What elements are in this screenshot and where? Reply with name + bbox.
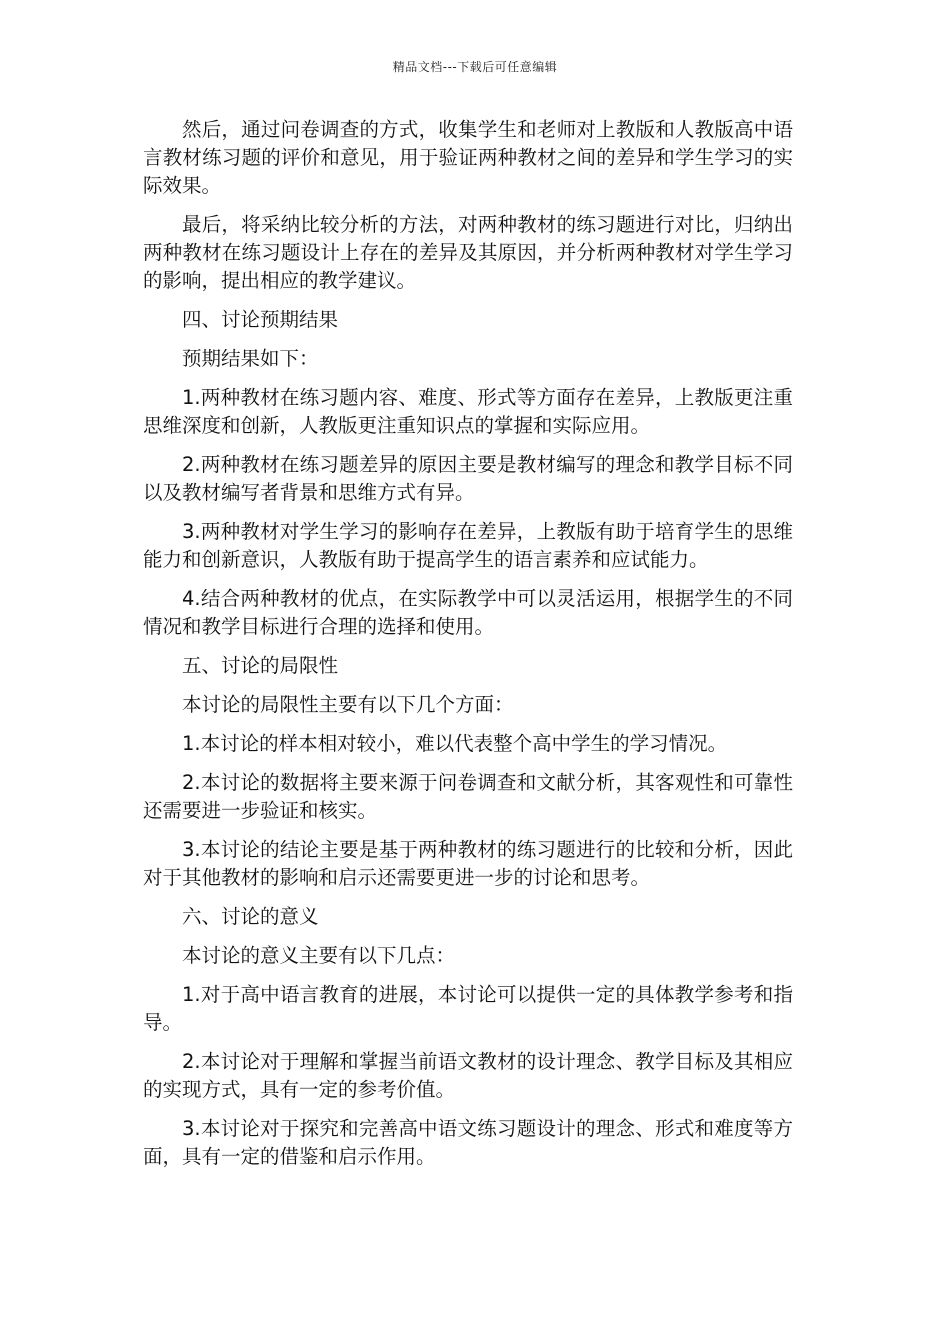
paragraph-method-comparison: 最后，将采纳比较分析的方法，对两种教材的练习题进行对比，归纳出两种教材在练习题设计上存在的差异及其原因，并分析两种教材对学生学习的影响，提出相应的教学建议。 xyxy=(143,213,793,292)
list-item-significance-2: 2.本讨论对于理解和掌握当前语文教材的设计理念、教学目标及其相应的实现方式，具有一定的参考价值。 xyxy=(143,1050,793,1101)
section-heading-significance: 六、讨论的意义 xyxy=(182,905,319,928)
list-item-significance-1: 1.对于高中语言教育的进展，本讨论可以提供一定的具体教学参考和指导。 xyxy=(143,983,793,1034)
list-item-significance-3: 3.本讨论对于探究和完善高中语文练习题设计的理念、形式和难度等方面，具有一定的借鉴和启示作用。 xyxy=(143,1117,793,1168)
section-heading-limitations: 五、讨论的局限性 xyxy=(182,654,339,677)
list-item-limitation-1: 1.本讨论的样本相对较小，难以代表整个高中学生的学习情况。 xyxy=(182,732,728,755)
list-item-limitation-3: 3.本讨论的结论主要是基于两种教材的练习题进行的比较和分析，因此对于其他教材的影响和启示还需要更进一步的讨论和思考。 xyxy=(143,838,793,889)
list-item-expected-1: 1.两种教材在练习题内容、难度、形式等方面存在差异，上教版更注重思维深度和创新，人教版更注重知识点的掌握和实际应用。 xyxy=(143,386,793,437)
list-item-expected-2: 2.两种教材在练习题差异的原因主要是教材编写的理念和教学目标不同以及教材编写者背景和思维方式有异。 xyxy=(143,453,793,504)
page-header: 精品文档---下载后可任意编辑 xyxy=(392,60,558,74)
section-heading-expected-results: 四、讨论预期结果 xyxy=(182,308,339,331)
list-item-expected-4: 4.结合两种教材的优点，在实际教学中可以灵活运用，根据学生的不同情况和教学目标进行合理的选择和使用。 xyxy=(143,587,793,638)
document-body xyxy=(143,116,793,1182)
paragraph-expected-intro: 预期结果如下： xyxy=(182,347,319,370)
paragraph-method-survey: 然后，通过问卷调查的方式，收集学生和老师对上教版和人教版高中语言教材练习题的评价和意见，用于验证两种教材之间的差异和学生学习的实际效果。 xyxy=(143,118,793,197)
paragraph-significance-intro: 本讨论的意义主要有以下几点： xyxy=(182,944,456,967)
list-item-expected-3: 3.两种教材对学生学习的影响存在差异，上教版有助于培育学生的思维能力和创新意识，人教版有助于提高学生的语言素养和应试能力。 xyxy=(143,520,793,571)
paragraph-limitations-intro: 本讨论的局限性主要有以下几个方面： xyxy=(182,693,514,716)
list-item-limitation-2: 2.本讨论的数据将主要来源于问卷调查和文献分析，其客观性和可靠性还需要进一步验证和核实。 xyxy=(143,771,793,822)
